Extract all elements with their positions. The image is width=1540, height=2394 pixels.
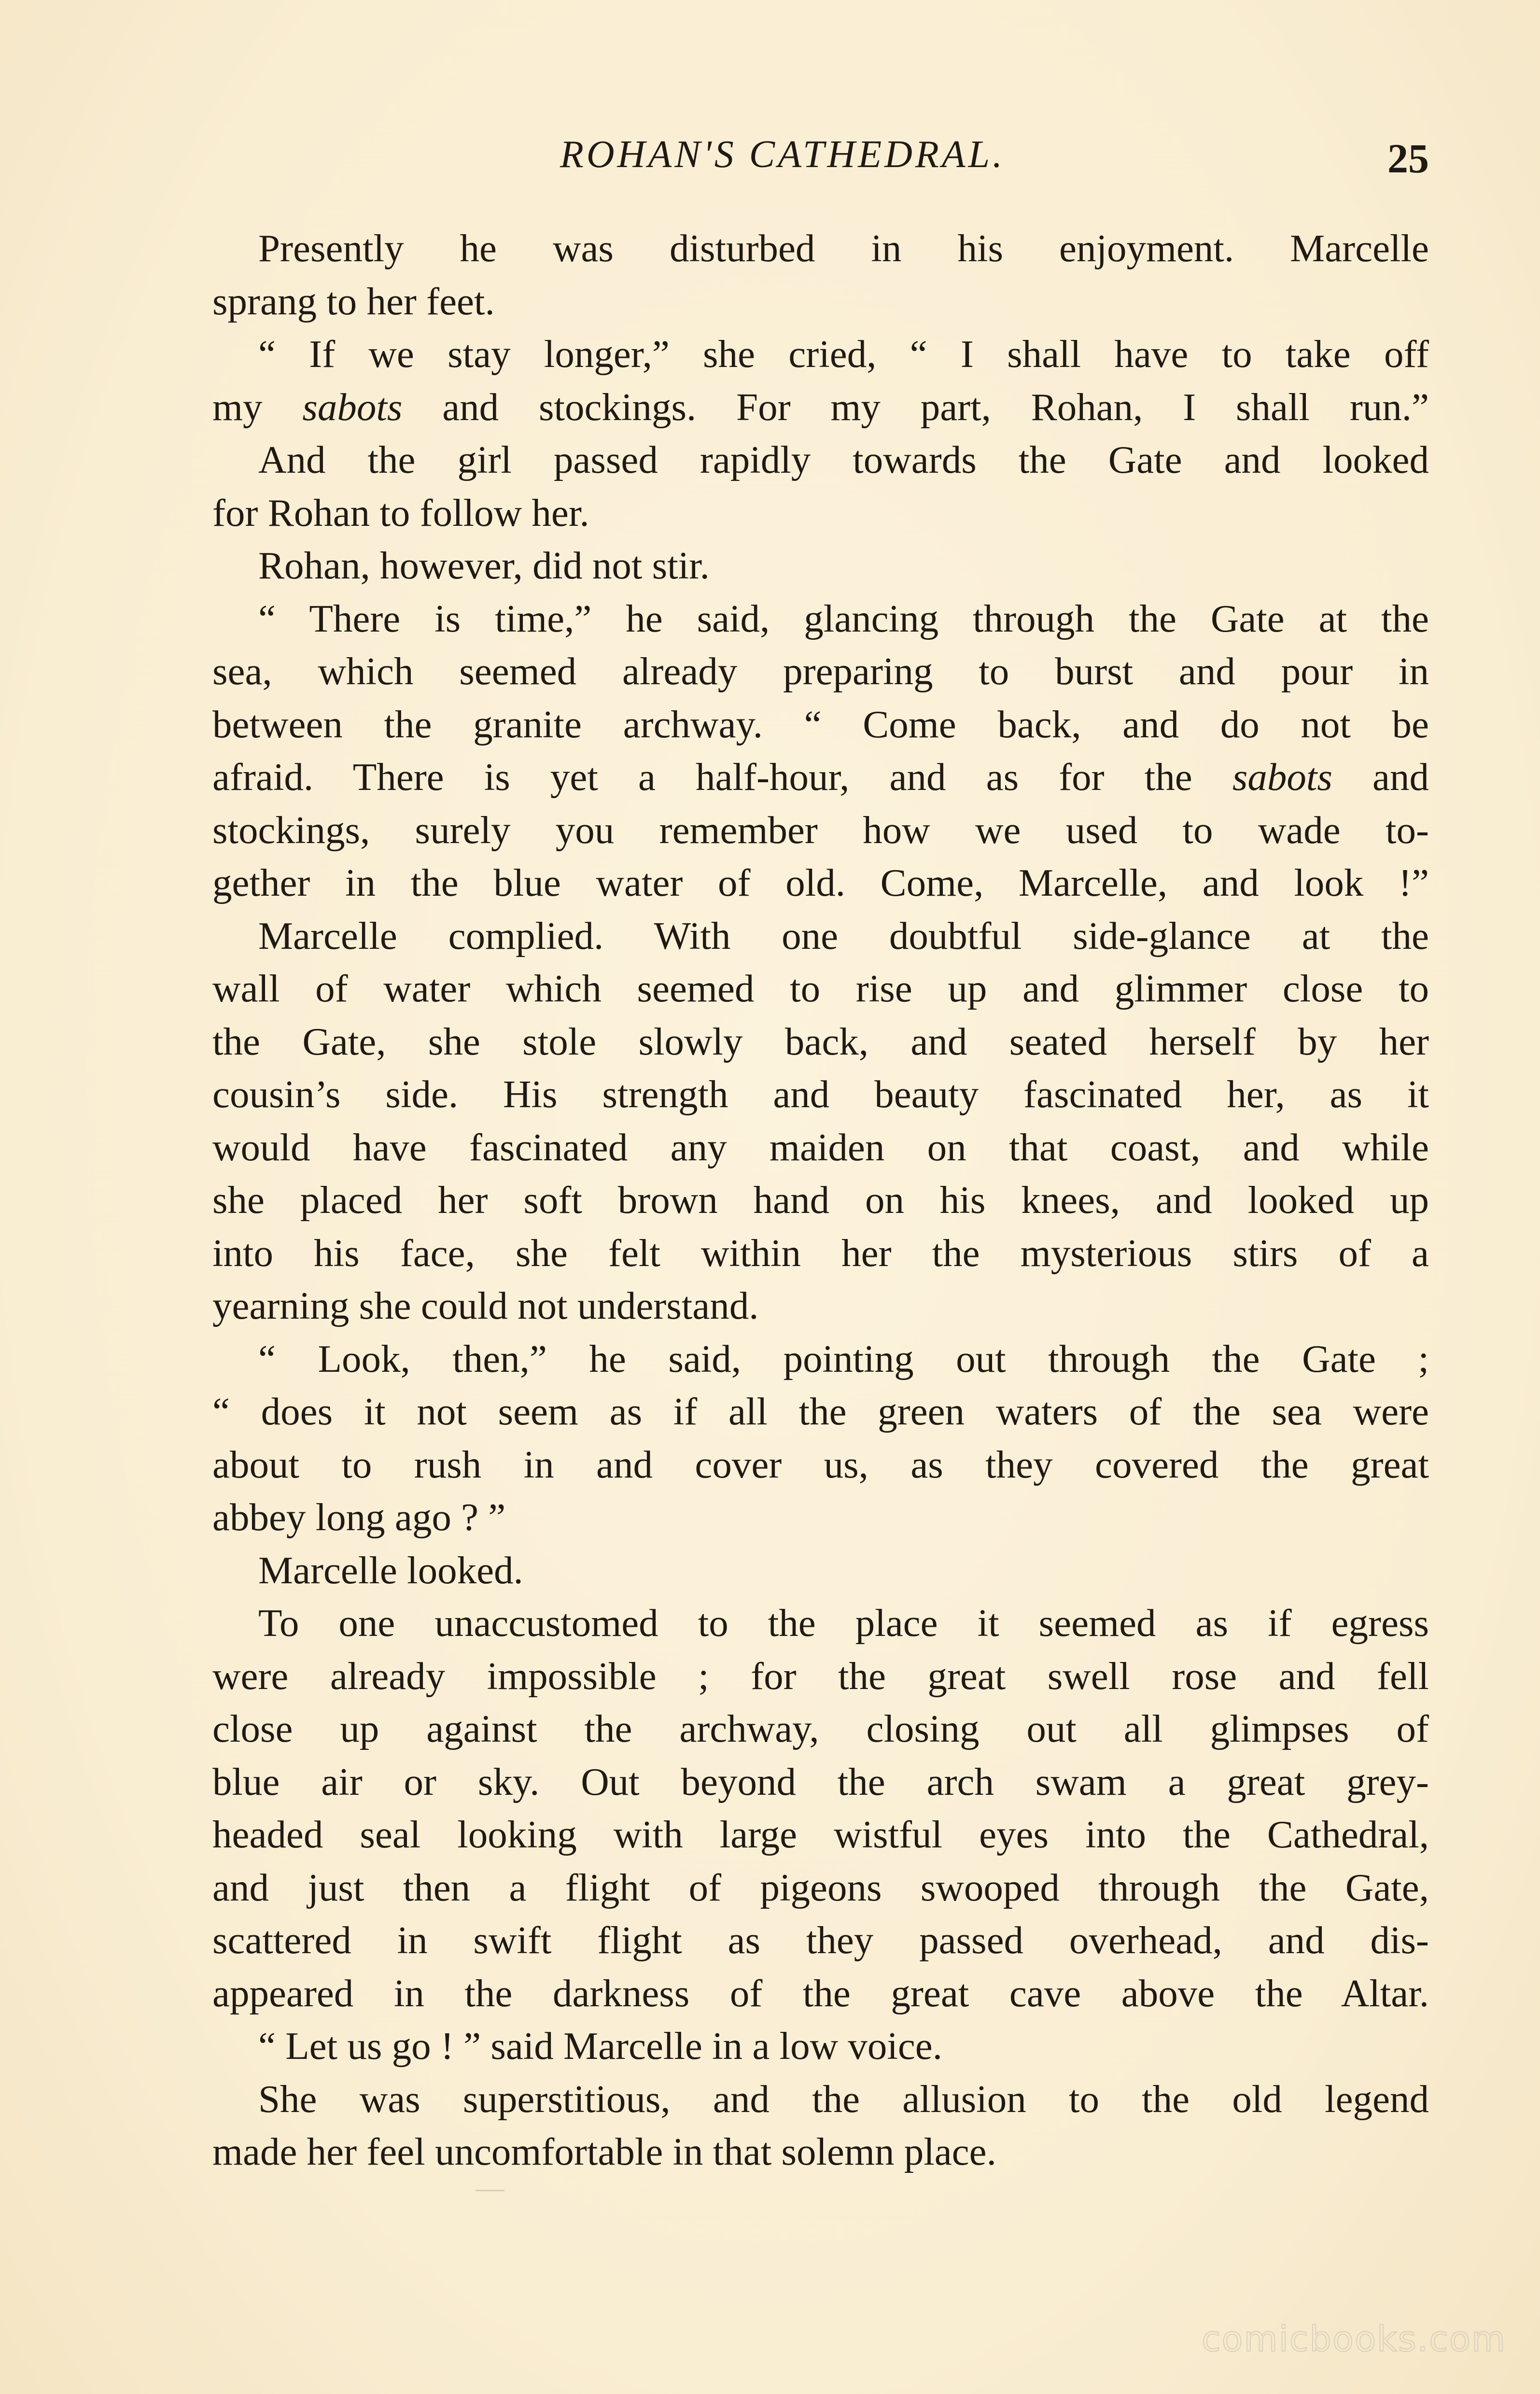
text-line: stockings, surely you remember how we used to wade to- xyxy=(212,808,1429,852)
text-line: Marcelle looked. xyxy=(258,1548,523,1592)
text-line: cousin’s side. His strength and beauty fascinated her, as it xyxy=(212,1072,1429,1116)
text-line: She was superstitious, and the allusion to the old legend xyxy=(258,2077,1429,2121)
text-line: headed seal looking with large wistful eyes into the Cathedral, xyxy=(212,1813,1429,1856)
printers-dash xyxy=(476,2190,504,2191)
text-line: Marcelle complied. With one doubtful side-glance at the xyxy=(258,914,1429,958)
text-line: appeared in the darkness of the great cave above the Altar. xyxy=(212,1971,1429,2015)
text-line: into his face, she felt within her the mysterious stirs of a xyxy=(212,1231,1429,1275)
text-line: “ Look, then,” he said, pointing out through the Gate ; xyxy=(258,1337,1429,1380)
text-line: scattered in swift flight as they passed overhead, and dis- xyxy=(212,1918,1429,1962)
text-line: Rohan, however, did not stir. xyxy=(258,544,710,587)
italic-word: sabots xyxy=(1232,755,1332,799)
text-line: and just then a flight of pigeons swooped through the Gate, xyxy=(212,1865,1429,1909)
page-header xyxy=(212,128,1429,181)
text-line: “ does it not seem as if all the green waters of the sea were xyxy=(212,1390,1429,1433)
body-text xyxy=(212,222,1429,2179)
text-line: my sabots and stockings. For my part, Rohan, I shall run.” xyxy=(212,385,1429,429)
text-line: “ There is time,” he said, glancing through the Gate at the xyxy=(258,596,1429,640)
text-line: would have fascinated any maiden on that coast, and while xyxy=(212,1125,1429,1169)
running-title: ROHAN'S CATHEDRAL. xyxy=(560,133,1006,176)
text-line: And the girl passed rapidly towards the Gate and looked xyxy=(258,438,1429,481)
text-line: she placed her soft brown hand on his knees, and looked up xyxy=(212,1178,1429,1222)
text-line: abbey long ago ? ” xyxy=(212,1495,506,1539)
text-line: “ Let us go ! ” said Marcelle in a low voice. xyxy=(258,2024,942,2068)
text-line: afraid. There is yet a half-hour, and as for the sabots and xyxy=(212,755,1429,799)
text-line: wall of water which seemed to rise up and glimmer close to xyxy=(212,967,1429,1010)
text-line: were already impossible ; for the great swell rose and fell xyxy=(212,1654,1429,1698)
italic-word: sabots xyxy=(302,385,403,429)
text-line: gether in the blue water of old. Come, Marcelle, and look !” xyxy=(212,861,1429,904)
text-line: close up against the archway, closing out all glimpses of xyxy=(212,1707,1429,1750)
text-line: “ If we stay longer,” she cried, “ I shall have to take off xyxy=(258,332,1429,376)
watermark: comicbooks.com xyxy=(1201,2319,1506,2359)
text-line: yearning she could not understand. xyxy=(212,1284,759,1327)
text-line: blue air or sky. Out beyond the arch swam a great grey- xyxy=(212,1760,1429,1803)
text-line: the Gate, she stole slowly back, and seated herself by her xyxy=(212,1019,1429,1063)
text-line: made her feel uncomfortable in that solemn place. xyxy=(212,2130,996,2173)
text-line: between the granite archway. “ Come back, and do not be xyxy=(212,702,1429,746)
page-number: 25 xyxy=(1387,135,1429,182)
text-line: sea, which seemed already preparing to burst and pour in xyxy=(212,649,1429,693)
text-line: for Rohan to follow her. xyxy=(212,491,589,535)
text-line: sprang to her feet. xyxy=(212,279,495,323)
text-line: about to rush in and cover us, as they covered the great xyxy=(212,1442,1429,1486)
text-line: To one unaccustomed to the place it seemed as if egress xyxy=(258,1601,1429,1645)
text-line: Presently he was disturbed in his enjoyment. Marcelle xyxy=(258,226,1429,270)
